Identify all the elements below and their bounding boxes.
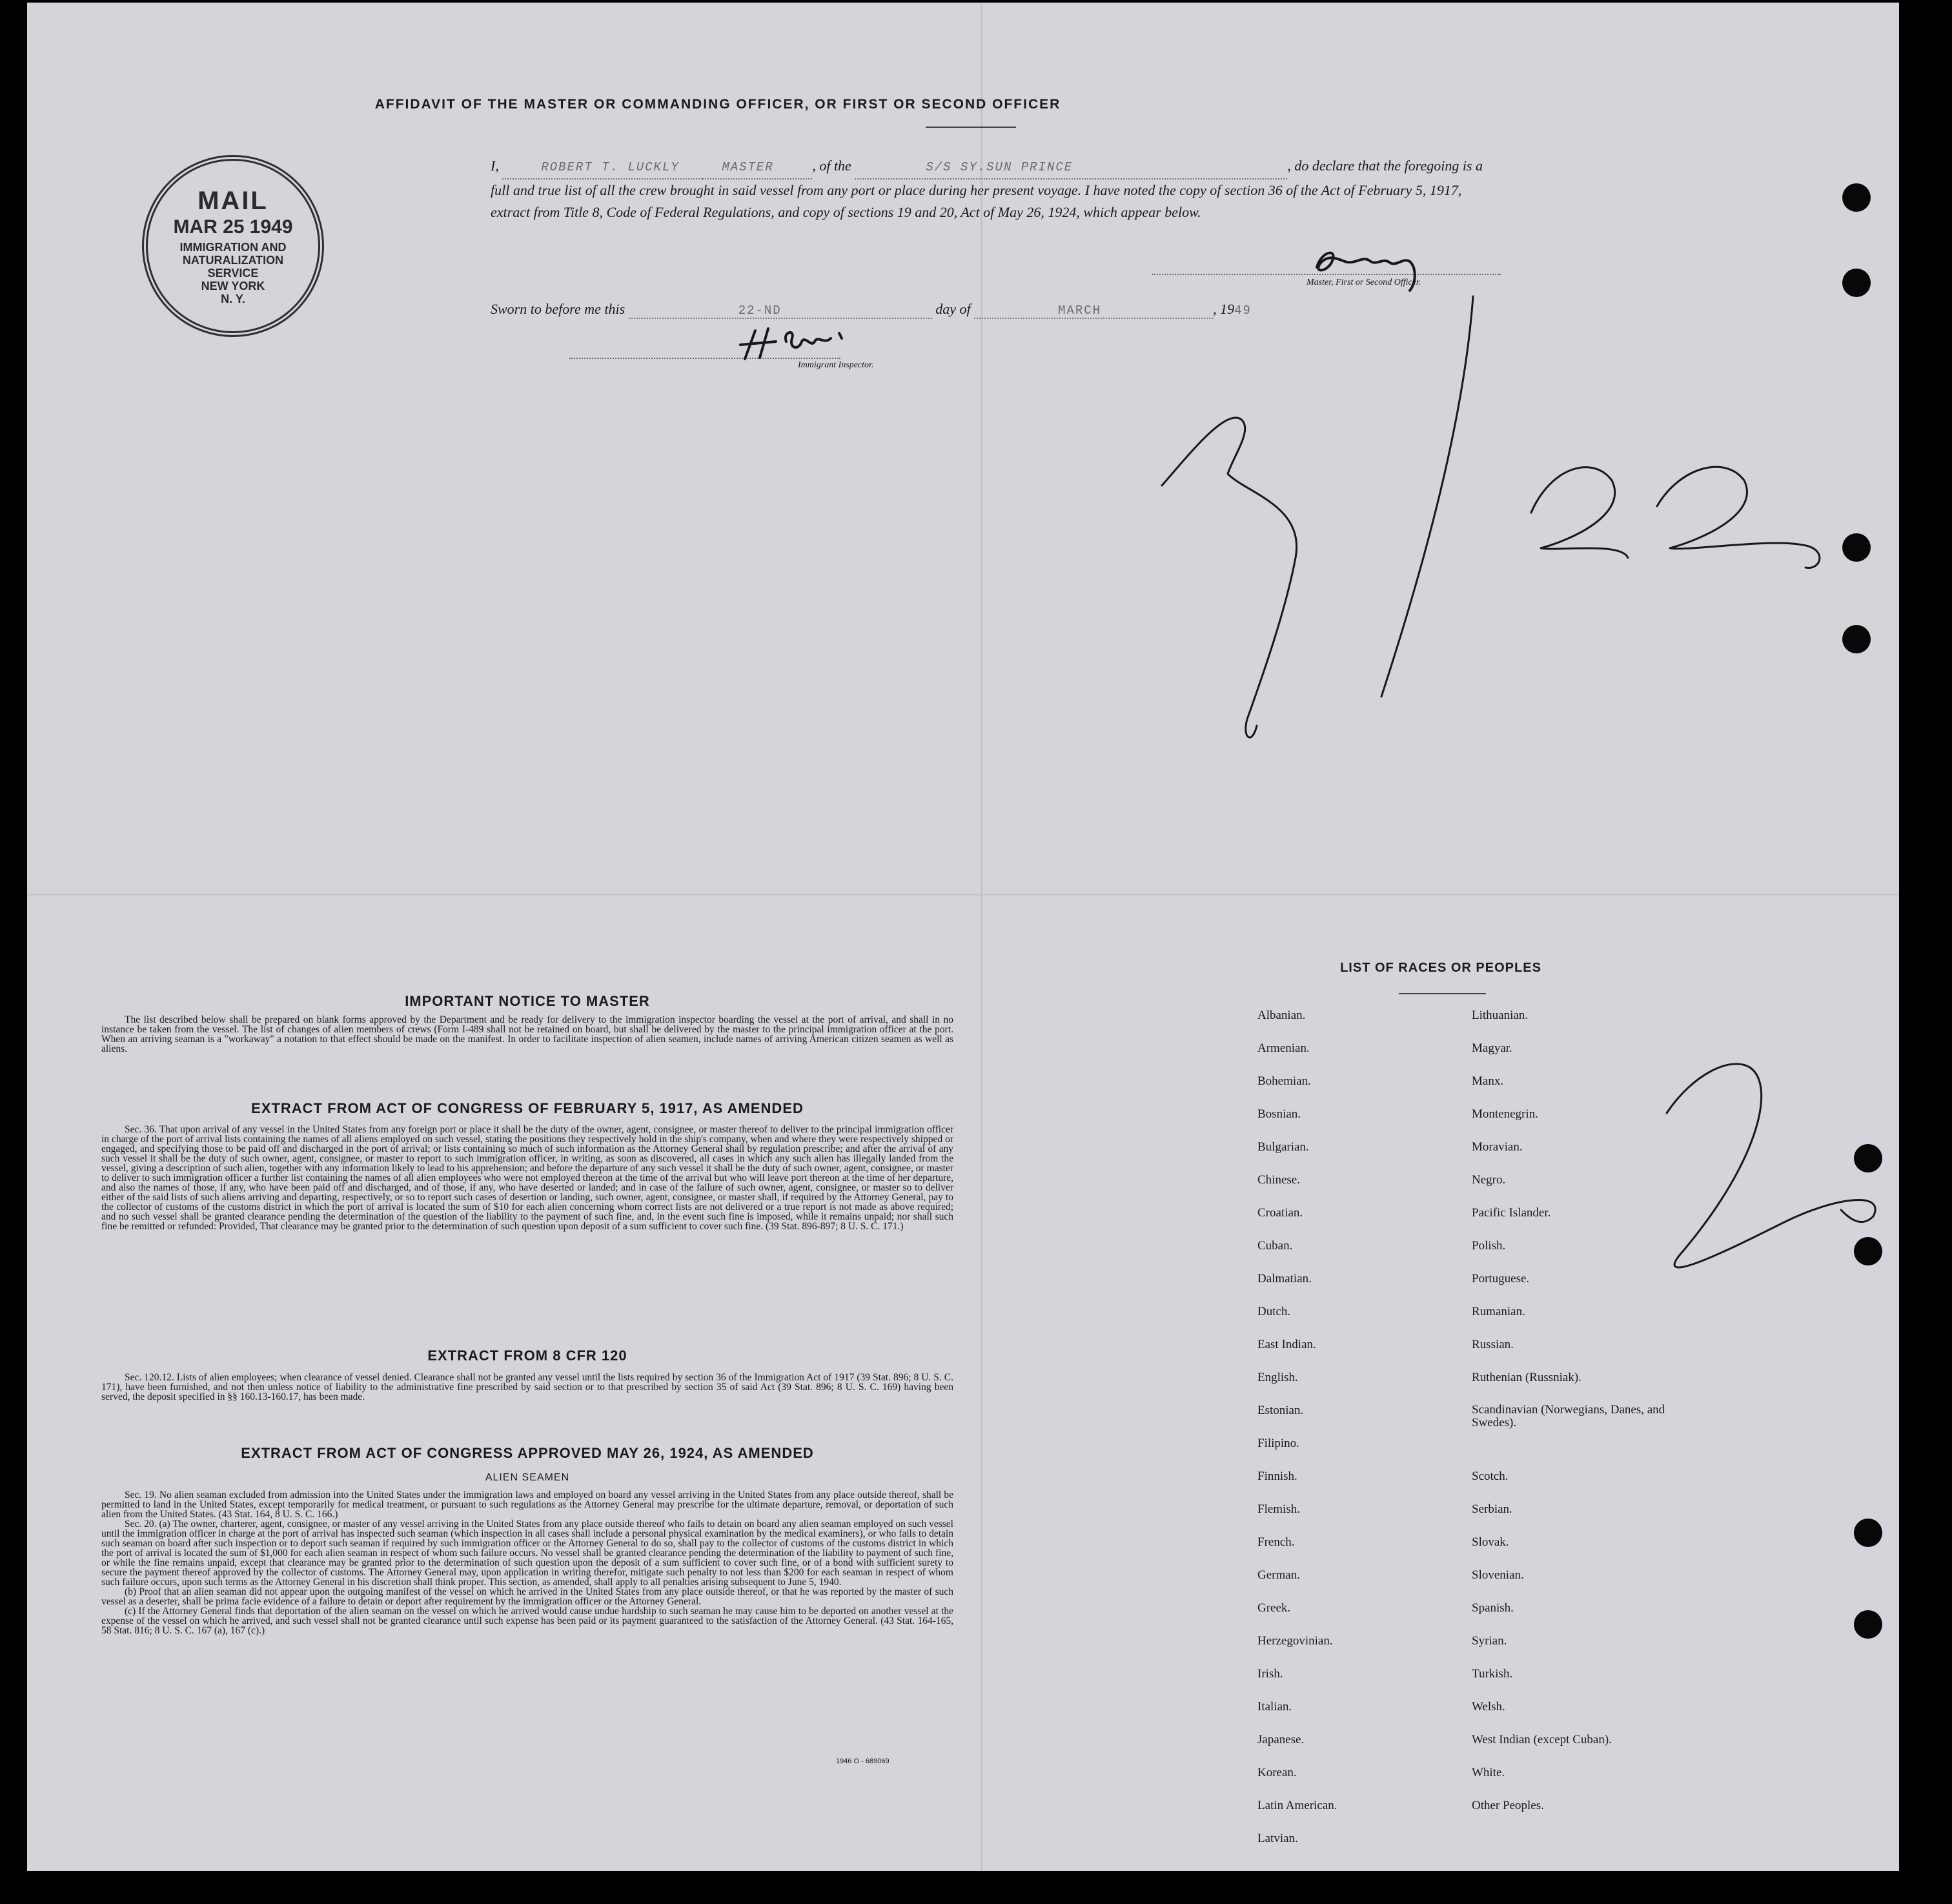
race-item: Syrian. [1472, 1634, 1507, 1648]
race-item: Croatian. [1257, 1206, 1303, 1220]
race-item: Polish. [1472, 1239, 1506, 1253]
race-item: Japanese. [1257, 1733, 1305, 1746]
handwritten-3 [1162, 418, 1297, 737]
section-20b-paragraph: (b) Proof that an alien seaman did not appear upon the outgoing manifest of the vessel on which he arrived in the United States from any place outside thereof, or that he was reported by the master of such vessel as a deserter, shall be prima facie evidence of a failure to detain or deport after requirement by the immigration officer or the Attorney General. [101, 1586, 953, 1607]
race-item: Other Peoples. [1472, 1799, 1544, 1812]
race-item: Dalmatian. [1257, 1272, 1312, 1285]
race-item: French. [1257, 1535, 1295, 1549]
race-item: Scotch. [1472, 1469, 1509, 1483]
punch-hole [1842, 183, 1871, 212]
races-column-2 [1472, 1008, 1665, 1832]
race-item: Serbian. [1472, 1502, 1512, 1516]
race-item: Latvian. [1257, 1832, 1298, 1845]
master-name: ROBERT T. LUCKLY [502, 156, 702, 179]
stamp-mail: MAIL [198, 187, 269, 215]
races-title: LIST OF RACES OR PEOPLES [1340, 961, 1541, 975]
of-the-label: , of the [812, 158, 851, 174]
extract-1917-text [101, 1125, 953, 1231]
section-20a-paragraph: Sec. 20. (a) The owner, charterer, agent, consignee, or master of any vessel arriving in the United States from any place outside thereof who fails to detain on board any alien seaman employed on such vessel until the immigration officer in charge at the port of arrival has inspected such seaman (which inspection in all cases shall include a personal physical examination by the medical examiners), or who fails to detain such seaman on board after such inspection or to deport such seaman if required by such immigration officer or the Attorney General to do so, shall pay to the collector of customs of the customs district in which the port of arrival is located the sum of $1,000 for each alien seaman in respect of whom such failure occurs. No vessel shall be granted clearance pending the determination of the liability to payment of such fine, or while the fine remains unpaid, except that clearance may be granted prior to the determination of such question upon the deposit of a sum sufficient to cover such fine, or of a bond with sufficient surety to secure the payment thereof approved by the collector of customs. The Attorney General may, upon application in writing therefor, mitigate such penalty to not less than $200 for each seaman in respect of whom such failure occurs, upon such terms as the Attorney General in his discretion shall think proper. This section, as amended, shall apply to all penalties arising subsequent to June 5, 1940. [101, 1519, 953, 1588]
handwritten-slash [1381, 296, 1473, 697]
race-item: Filipino. [1257, 1437, 1299, 1450]
race-item: Korean. [1257, 1766, 1297, 1779]
race-item: Greek. [1257, 1601, 1291, 1615]
race-item: Irish. [1257, 1667, 1283, 1681]
race-item: Lithuanian. [1472, 1008, 1529, 1022]
race-item: Bosnian. [1257, 1107, 1301, 1121]
race-item: Portuguese. [1472, 1272, 1530, 1285]
race-item: Turkish. [1472, 1667, 1513, 1681]
notice-text [101, 1015, 953, 1054]
race-item: Flemish. [1257, 1502, 1300, 1516]
race-item: Negro. [1472, 1173, 1506, 1187]
races-column-1 [1257, 1008, 1337, 1865]
sworn-day: 22-ND [629, 303, 932, 319]
inspector-signature [740, 329, 842, 359]
alien-seamen-subtitle: ALIEN SEAMEN [485, 1472, 570, 1483]
race-item: Dutch. [1257, 1305, 1291, 1318]
stamp-line-2: NATURALIZATION [182, 254, 284, 267]
races-title-rule [1399, 993, 1486, 994]
do-declare-label: , do declare [1287, 158, 1354, 174]
race-item: Russian. [1472, 1338, 1514, 1351]
race-item: German. [1257, 1568, 1300, 1582]
section-20c-paragraph: (c) If the Attorney General finds that deportation of the alien seaman on the vessel on which he arrived would cause undue hardship to such seaman he may cause him to be deported on another vessel at the expense of the vessel on which he arrived, and such vessel shall not be granted clearance until such expense has been paid or its payment guaranteed to the satisfaction of the Attorney General. (43 Stat. 164-165, 58 Stat. 816; 8 U. S. C. 167 (a), 167 (c).) [101, 1606, 953, 1636]
race-item: Finnish. [1257, 1469, 1297, 1483]
race-item: Chinese. [1257, 1173, 1300, 1187]
race-item: English. [1257, 1371, 1298, 1384]
race-item: West Indian (except Cuban). [1472, 1733, 1612, 1746]
document-page [27, 3, 1899, 1871]
declaration-body: that the foregoing is a full and true list of all the crew brought in said vessel from any port or place during her present voyage. I have noted the copy of section 36 of the Act of February 5, 1917, extract from Title 8, Code of Federal Regulations, and copy of sections 19 and 20, Act of May 26, 1924, which appear below. [491, 158, 1483, 220]
sworn-prefix: Sworn to before me this [491, 301, 625, 317]
notice-paragraph: The list described below shall be prepared on blank forms approved by the Department and be ready for delivery to the immigration inspector boarding the vessel at the port of arrival, and shall in no instance be taken from the vessel. The list of changes of alien members of crews (Form I-489 shall not be retained on board, but shall be delivered by the master to the principal immigration officer at the port. When an arriving seaman is a "workaway" a notation to that effect should be made on the manifest. In order to facilitate inspection of alien seamen, include names of arriving American citizen seamen as well as aliens. [101, 1014, 953, 1054]
punch-hole [1842, 269, 1871, 297]
race-item: Scandinavian (Norwegians, Danes, and Swedes). [1472, 1403, 1665, 1429]
sworn-month: MARCH [974, 303, 1213, 319]
race-item: Estonian. [1257, 1404, 1304, 1417]
extract-1924-title: EXTRACT FROM ACT OF CONGRESS APPROVED MAY 26, 1924, AS AMENDED [241, 1445, 814, 1461]
handwritten-2b [1657, 467, 1820, 568]
race-item: Magyar. [1472, 1041, 1512, 1055]
notice-title: IMPORTANT NOTICE TO MASTER [405, 993, 650, 1009]
race-item: Pacific Islander. [1472, 1206, 1551, 1220]
extract-cfr-title: EXTRACT FROM 8 CFR 120 [427, 1347, 627, 1364]
stamp-date: MAR 25 1949 [173, 216, 293, 238]
vessel-name: S/S SY.SUN PRINCE [855, 156, 1287, 179]
race-item-spacer [1472, 1437, 1665, 1469]
extract-1917-title: EXTRACT FROM ACT OF CONGRESS OF FEBRUARY 5, 1917, AS AMENDED [251, 1100, 804, 1116]
cfr-paragraph: Sec. 120.12. Lists of alien employees; when clearance of vessel denied. Clearance shall not be granted any vessel until the lists required by section 36 of the Immigration Act of 1917 (39 Stat. 896; 8 U. S. C. 171), have been furnished, and not then unless notice of liability to the administrative fine prescribed by said section or to that prescribed by section 35 of said Act (39 Stat. 896; 8 U. S. C. 169) having been served, the deposit specified in §§ 160.13-160.17, has been made. [101, 1372, 953, 1402]
race-item: Moravian. [1472, 1140, 1523, 1154]
extract-cfr-text [101, 1373, 953, 1402]
stamp-line-3: SERVICE [207, 267, 259, 280]
race-item: Bohemian. [1257, 1074, 1311, 1088]
race-item: East Indian. [1257, 1338, 1316, 1351]
race-item: Bulgarian. [1257, 1140, 1309, 1154]
stamp-line-1: IMMIGRATION AND [179, 241, 287, 254]
master-rank: MASTER [702, 156, 812, 179]
race-item: Slovenian. [1472, 1568, 1524, 1582]
handwritten-2a [1531, 467, 1628, 558]
punch-hole [1854, 1610, 1882, 1639]
race-item: Italian. [1257, 1700, 1292, 1714]
punch-hole [1854, 1519, 1882, 1547]
race-item: Herzegovinian. [1257, 1634, 1333, 1648]
master-signature [1317, 253, 1415, 291]
master-signature-caption: Master, First or Second Officer. [1306, 278, 1421, 287]
i-label: I, [491, 158, 499, 174]
race-item: Albanian. [1257, 1008, 1306, 1022]
year-suffix: 49 [1234, 303, 1252, 318]
year-prefix: , 19 [1213, 301, 1235, 317]
race-item: Armenian. [1257, 1041, 1310, 1055]
print-code: 1946 O - 689069 [836, 1757, 890, 1765]
section-36-paragraph: Sec. 36. That upon arrival of any vessel in the United States from any foreign port or place it shall be the duty of the owner, agent, consignee, or master thereof to deliver to the principal immigration officer in charge of the port of arrival lists containing the names of all aliens employed on such vessel, stating the positions they respectively hold in the ship's company, when and where they were respectively shipped or engaged, and specifying those to be paid off and discharged in the port of arrival; or lists containing so much of such information as the Attorney General shall by regulation prescribe; and after the arrival of any such vessel it shall be the duty of such owner, agent, consignee, or master to report to such immigration officer, in writing, as soon as discovered, all cases in which any such alien has illegally landed from the vessel, giving a description of such alien, together with any information likely to lead to his apprehension; and before the departure of any such vessel it shall be the duty of such owner, agent, consignee, or master to deliver to such immigration officer a further list containing the names of all alien employees who were not employed thereon at the time of the arrival but who will leave port thereon at the time of her departure, and also the names of those, if any, who have been paid off and discharged, and of those, if any, who have deserted or landed; and in case of the failure of such owner, agent, consignee, or master so to deliver either of the said lists of such aliens arriving and departing, respectively, or so to report such cases of desertion or landing, such owner, agent, consignee, or master shall, if required by the Attorney General, pay to the collector of customs of the customs district in which the port of arrival is located the sum of $10 for each alien concerning whom correct lists are not delivered or a true report is not made as above required; and no such vessel shall be granted clearance pending the determination of the question of the liability to the payment of such fine, and, in the event such fine is imposed, while it remains unpaid; nor shall such fine be remitted or refunded: Provided, That clearance may be granted prior to the determination of such question upon deposit of a sum sufficient to cover such fine. (39 Stat. 896-897; 8 U. S. C. 171.) [101, 1124, 953, 1232]
race-item: Rumanian. [1472, 1305, 1525, 1318]
punch-hole [1842, 625, 1871, 653]
handwritten-2-side [1667, 1064, 1875, 1267]
race-item: Manx. [1472, 1074, 1504, 1088]
section-19-paragraph: Sec. 19. No alien seaman excluded from admission into the United States under the immigration laws and employed on board any vessel arriving in the United States from any place outside thereof, shall be permitted to land in the United States, except temporarily for medical treatment, or pursuant to such regulations as the Attorney General may prescribe for the ultimate departure, removal, or deportation of such alien from the United States. (43 Stat. 164, 8 U. S. C. 166.) [101, 1489, 953, 1520]
race-item: Montenegrin. [1472, 1107, 1538, 1121]
race-item: White. [1472, 1766, 1505, 1779]
race-item: Spanish. [1472, 1601, 1514, 1615]
extract-1924-text [101, 1490, 953, 1635]
day-of-label: day of [935, 301, 971, 317]
stamp-line-4: NEW YORK [201, 280, 265, 292]
punch-hole [1842, 533, 1871, 562]
race-item: Ruthenian (Russniak). [1472, 1371, 1581, 1384]
stamp-line-5: N. Y. [221, 292, 245, 305]
race-item: Welsh. [1472, 1700, 1505, 1714]
affidavit-title: AFFIDAVIT OF THE MASTER OR COMMANDING OFFICER, OR FIRST OR SECOND OFFICER [374, 97, 1061, 112]
race-item: Latin American. [1257, 1799, 1337, 1812]
punch-hole [1854, 1237, 1882, 1265]
punch-hole [1854, 1144, 1882, 1172]
race-item: Cuban. [1257, 1239, 1293, 1253]
race-item: Slovak. [1472, 1535, 1509, 1549]
inspector-caption: Immigrant Inspector. [798, 360, 874, 370]
